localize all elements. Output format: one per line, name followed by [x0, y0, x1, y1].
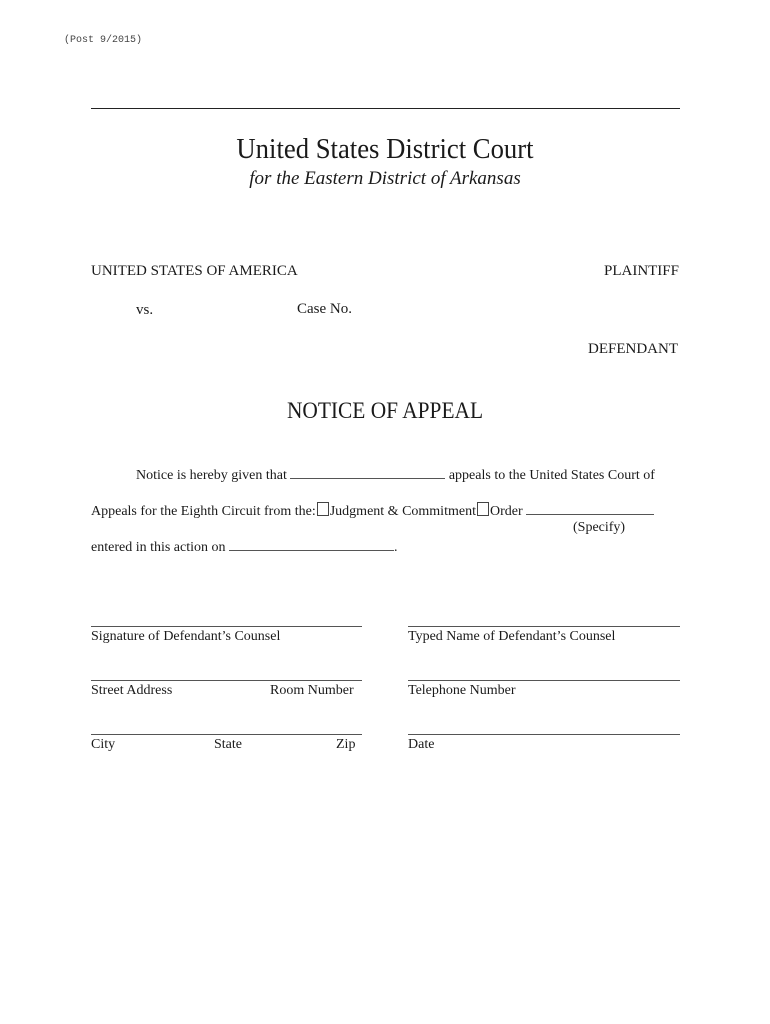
signature-label: Signature of Defendant’s Counsel: [91, 629, 281, 644]
top-rule: [91, 108, 680, 109]
judgment-commitment-label: Judgment & Commitment: [329, 504, 476, 519]
typed-name-line[interactable]: [408, 626, 680, 627]
order-label: Order: [489, 504, 523, 519]
notice-line-3: [91, 538, 398, 556]
case-number-label: Case No.: [297, 301, 352, 317]
order-checkbox[interactable]: [477, 502, 489, 516]
street-address-label: Street Address: [91, 683, 173, 698]
defendant-label: DEFENDANT: [588, 341, 678, 357]
notice-title: NOTICE OF APPEAL: [286, 398, 484, 423]
typed-name-label: Typed Name of Defendant’s Counsel: [408, 629, 616, 644]
specify-label: (Specify): [573, 520, 626, 535]
court-title: United States District Court: [236, 133, 534, 165]
notice-line1-prefix: Notice is hereby given that: [136, 468, 287, 483]
form-revision: (Post 9/2015): [64, 35, 143, 46]
notice-line1-suffix: appeals to the United States Court of: [448, 468, 655, 483]
appellant-name-blank[interactable]: [290, 466, 445, 479]
zip-label: Zip: [336, 737, 356, 752]
date-label: Date: [408, 737, 435, 752]
city-state-zip-line[interactable]: [91, 734, 362, 735]
court-subtitle: for the Eastern District of Arkansas: [249, 168, 521, 189]
notice-line3-prefix: entered in this action on: [91, 540, 226, 555]
telephone-label: Telephone Number: [408, 683, 516, 698]
judgment-commitment-checkbox[interactable]: [317, 502, 329, 516]
date-line[interactable]: [408, 734, 680, 735]
city-label: City: [91, 737, 116, 752]
vs-label: vs.: [136, 302, 154, 318]
telephone-line[interactable]: [408, 680, 680, 681]
order-specify-blank[interactable]: [526, 502, 654, 515]
room-number-label: Room Number: [270, 683, 354, 698]
signature-line[interactable]: [91, 626, 362, 627]
notice-line3-end: .: [394, 540, 398, 555]
plaintiff-name: UNITED STATES OF AMERICA: [91, 263, 298, 279]
street-address-line[interactable]: [91, 680, 362, 681]
notice-line-1: [136, 466, 655, 484]
plaintiff-label: PLAINTIFF: [603, 263, 679, 279]
notice-line2-prefix: Appeals for the Eighth Circuit from the:: [91, 504, 316, 519]
entered-date-blank[interactable]: [229, 538, 394, 551]
state-label: State: [214, 737, 242, 752]
notice-line-2: [91, 502, 654, 520]
